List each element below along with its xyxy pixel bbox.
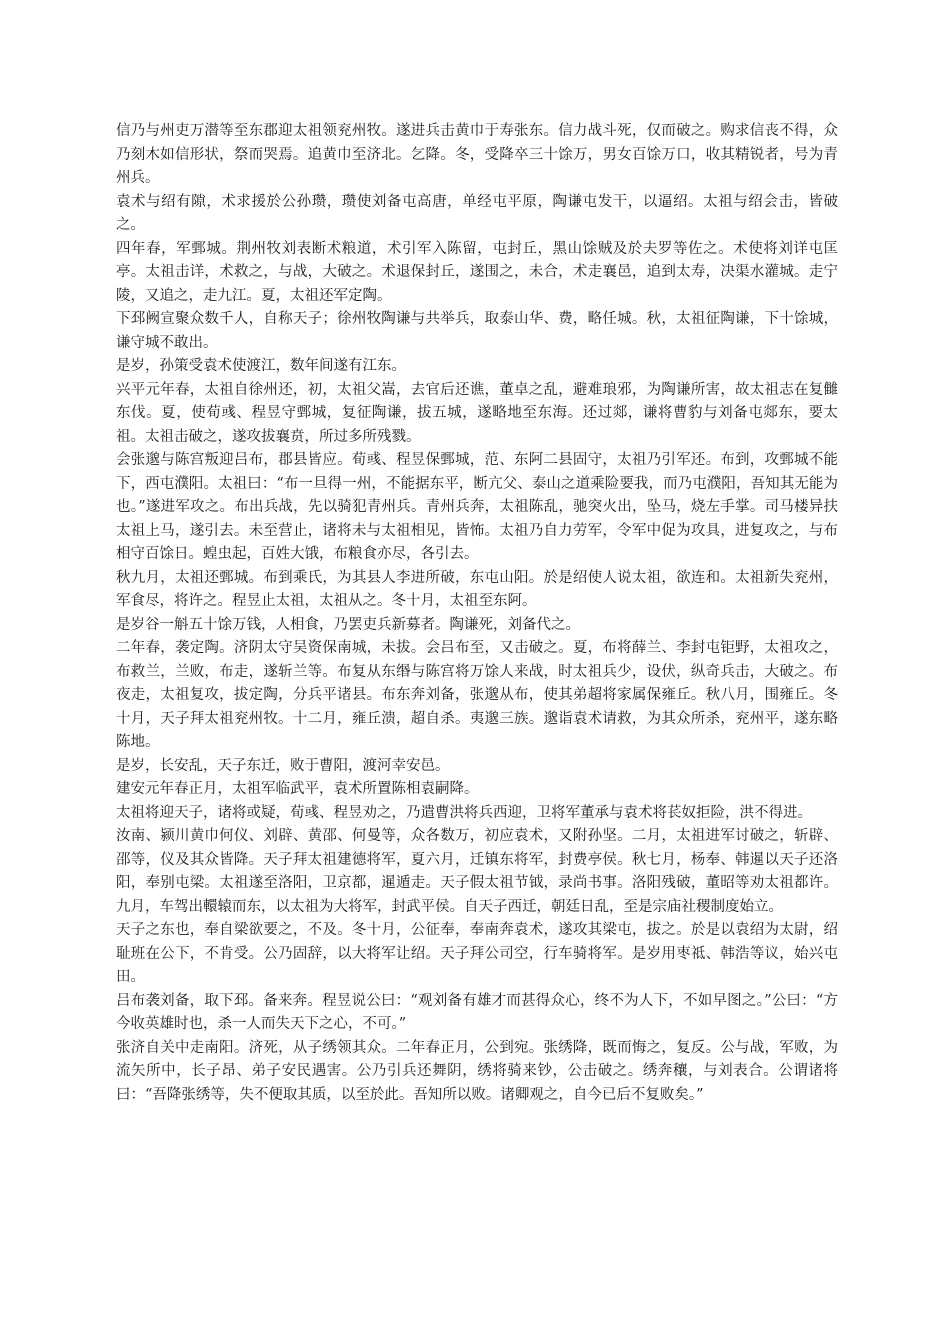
paragraph: 是岁，孙策受袁术使渡江，数年间遂有江东。 [116,358,406,374]
paragraph: 会张邈与陈宫叛迎吕布，郡县皆应。荀彧、程昱保鄄城，范、东阿二县固守，太祖乃引军还。布到，攻鄄城不能下，西屯濮阳。太祖曰：“布一旦得一州，不能据东平，断亢父、泰山之道乘险要我，而乃屯濮阳，吾知其无能为也。”遂进军攻之。布出兵战，先以骑犯青州兵。青州兵奔，太祖陈乱，驰突火出，坠马，烧左手掌。司马楼异扶太祖上马，遂引去。未至营止，诸将未与太祖相见，皆怖。太祖乃自力劳军，令军中促为攻具，进复攻之，与布相守百馀日。蝗虫起，百姓大饿，布粮食亦尽，各引去。 [116,452,838,562]
document-body [116,120,838,1107]
paragraph: 四年春，军鄄城。荆州牧刘表断术粮道，术引军入陈留，屯封丘，黑山馀贼及於夫罗等佐之。术使将刘详屯匡亭。太祖击详，术救之，与战，大破之。术退保封丘，遂围之，未合，术走襄邑，追到太寿，决渠水灌城。走宁陵，又追之，走九江。夏，太祖还军定陶。 [116,240,838,304]
paragraph: 是岁，长安乱，天子东迁，败于曹阳，渡河幸安邑。 [116,757,450,774]
paragraph: 太祖将迎天子，诸将或疑，荀彧、程昱劝之，乃遣曹洪将兵西迎，卫将军董承与袁术将苌奴拒险，洪不得进。 [116,804,812,821]
paragraph: 吕布袭刘备，取下邳。备来奔。程昱说公曰：“观刘备有雄才而甚得众心，终不为人下，不如早图之。”公曰：“方今收英雄时也，杀一人而失天下之心，不可。” [116,992,838,1032]
paragraph: 下邳阙宣聚众数千人，自称天子；徐州牧陶谦与共举兵，取泰山华、费，略任城。秋，太祖征陶谦，下十馀城，谦守城不敢出。 [116,311,838,351]
paragraph: 张济自关中走南阳。济死，从子绣领其众。二年春正月，公到宛。张绣降，既而悔之，复反。公与战，军败，为流矢所中，长子昂、弟子安民遇害。公乃引兵还舞阴，绣将骑来钞，公击破之。绣奔穰，与刘表合。公谓诸将曰：“吾降张绣等，失不便取其质，以至於此。吾知所以败。诸卿观之，自今已后不复败矣。” [116,1039,838,1103]
paragraph: 信乃与州吏万潜等至东郡迎太祖领兖州牧。遂进兵击黄巾于寿张东。信力战斗死，仅而破之。购求信丧不得，众乃刻木如信形状，祭而哭焉。追黄巾至济北。乞降。冬，受降卒三十馀万，男女百馀万口，收其精锐者，号为青州兵。 [116,123,838,186]
paragraph: 兴平元年春，太祖自徐州还，初，太祖父嵩，去官后还谯，董卓之乱，避难琅邪，为陶谦所害，故太祖志在复雠东伐。夏，使荀彧、程昱守鄄城，复征陶谦，拔五城，遂略地至东海。还过郯，谦将曹豹与刘备屯郯东，要太祖。太祖击破之，遂攻拔襄贲，所过多所残戮。 [116,381,838,445]
paragraph: 二年春，袭定陶。济阴太守吴资保南城，未拔。会吕布至，又击破之。夏，布将薛兰、李封屯钜野，太祖攻之，布救兰，兰败，布走，遂斩兰等。布复从东缗与陈宫将万馀人来战，时太祖兵少，设伏，纵奇兵击，大破之。布夜走，太祖复攻，拔定陶，分兵平诸县。布东奔刘备，张邈从布，使其弟超将家属保雍丘。秋八月，围雍丘。冬十月，天子拜太祖兖州牧。十二月，雍丘溃，超自杀。夷邈三族。邈诣袁术请救，为其众所杀，兖州平，遂东略陈地。 [116,640,838,750]
paragraph: 建安元年春正月，太祖军临武平，袁术所置陈相袁嗣降。 [116,781,479,797]
paragraph: 秋九月，太祖还鄄城。布到乘氏，为其县人李进所破，东屯山阳。於是绍使人说太祖，欲连和。太祖新失兖州，军食尽，将许之。程昱止太祖，太祖从之。冬十月，太祖至东阿。 [116,569,838,609]
paragraph: 天子之东也，奉自梁欲要之，不及。冬十月，公征奉，奉南奔袁术，遂攻其梁屯，拔之。於是以袁绍为太尉，绍耻班在公下，不肯受。公乃固辞，以大将军让绍。天子拜公司空，行车骑将军。是岁用枣祗、韩浩等议，始兴屯田。 [116,922,838,985]
paragraph: 袁术与绍有隙，术求援於公孙瓒，瓒使刘备屯高唐，单经屯平原，陶谦屯发干，以逼绍。太祖与绍会击，皆破之。 [116,193,838,233]
paragraph: 是岁谷一斛五十馀万钱，人相食，乃罢吏兵新募者。陶谦死，刘备代之。 [116,616,580,633]
paragraph: 汝南、颍川黄巾何仪、刘辟、黄邵、何曼等，众各数万，初应袁术，又附孙坚。二月，太祖进军讨破之，斩辟、邵等，仪及其众皆降。天子拜太祖建德将军，夏六月，迁镇东将军，封费亭侯。秋七月，杨奉、韩暹以天子还洛阳，奉别屯梁。太祖遂至洛阳，卫京都，暹遁走。天子假太祖节钺，录尚书事。洛阳残破，董昭等劝太祖都许。九月，车驾出轘辕而东，以太祖为大将军，封武平侯。自天子西迁，朝廷日乱，至是宗庙社稷制度始立。 [116,828,838,915]
